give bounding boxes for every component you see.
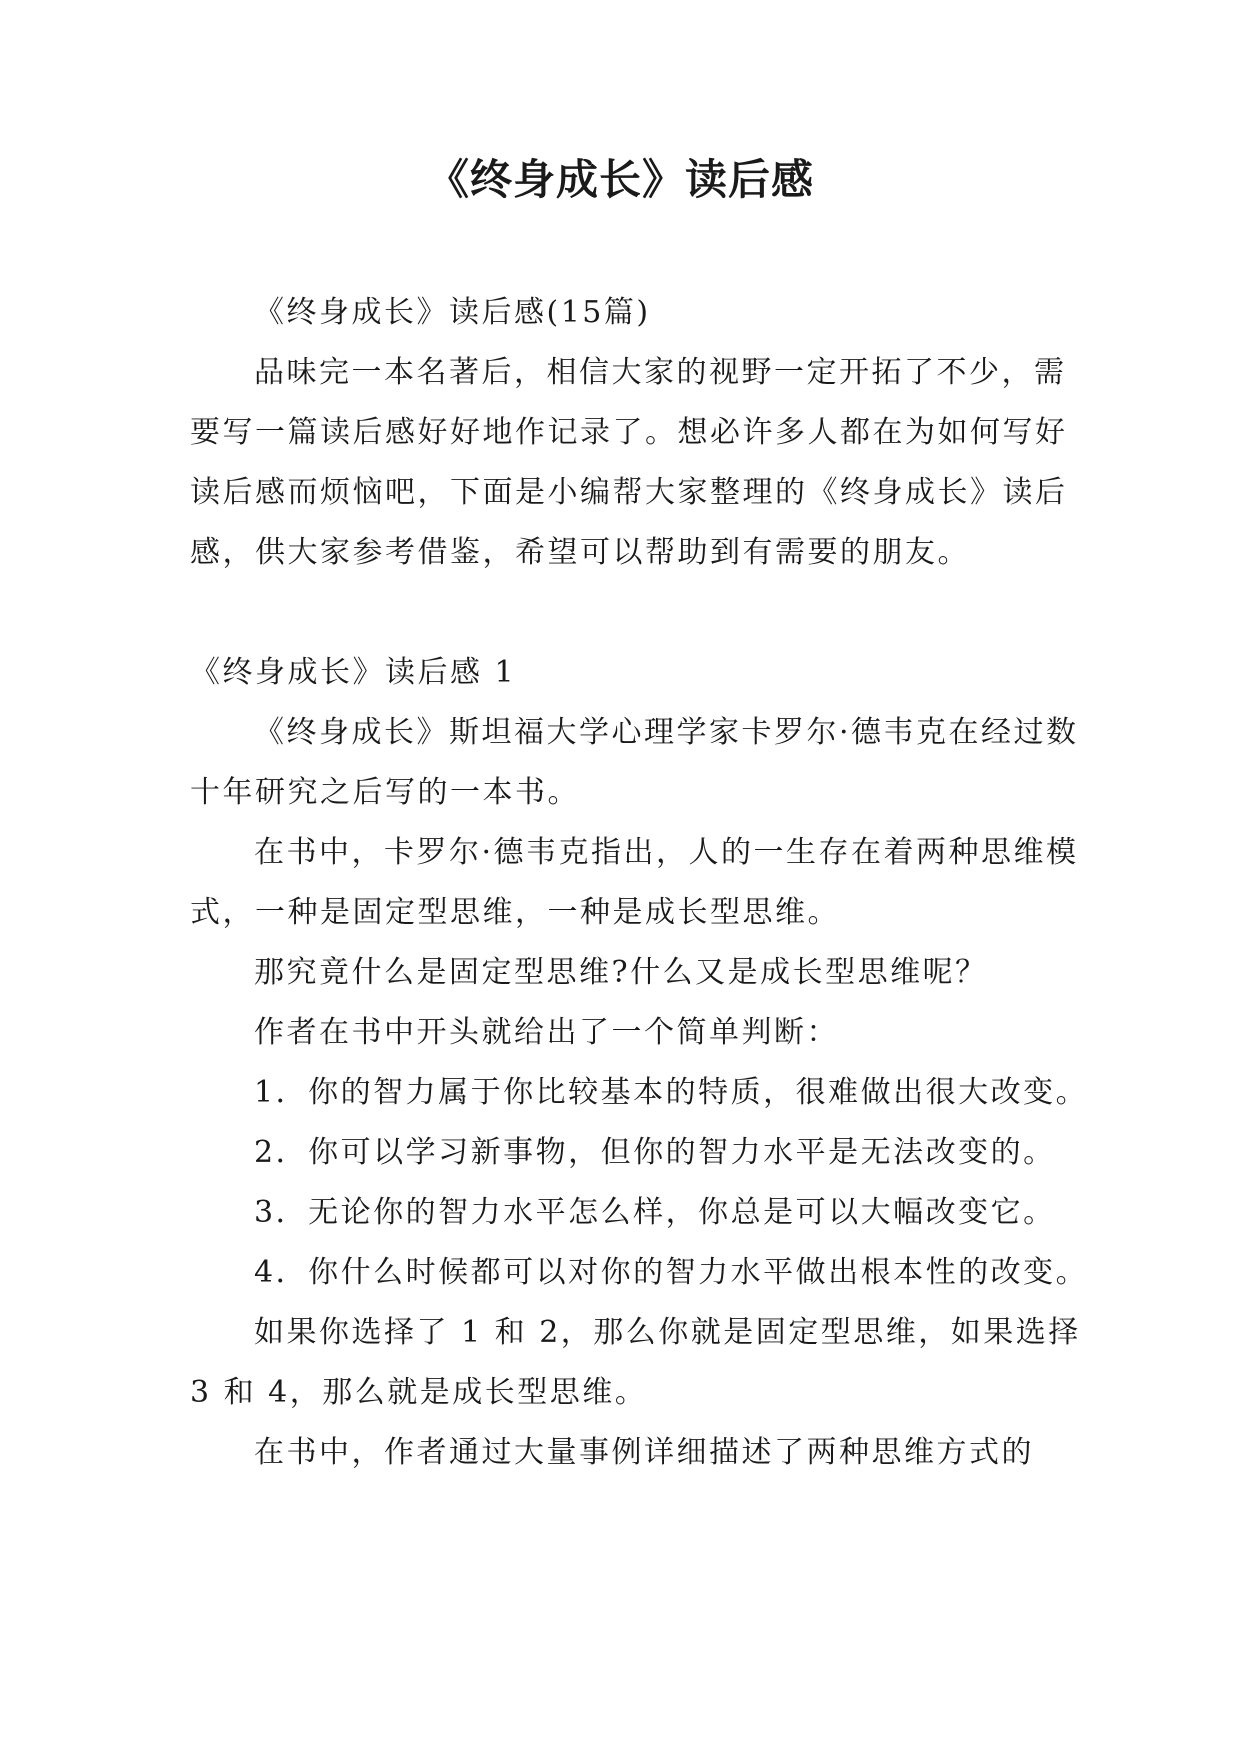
paragraph: 作者在书中开头就给出了一个简单判断： [254,1015,839,1050]
document-title: 《终身成长》读后感 [426,155,814,204]
list-item: 3．无论你的智力水平怎么样，你总是可以大幅改变它。 [254,1195,1056,1230]
section-heading: 《终身成长》读后感 1 [190,655,517,690]
paragraph: 在书中，作者通过大量事例详细描述了两种思维方式的 [254,1435,1034,1470]
paragraph: 那究竟什么是固定型思维?什么又是成长型思维呢？ [254,955,988,990]
paragraph: 在书中，卡罗尔·德韦克指出，人的一生存在着两种思维模式，一种是固定型思维，一种是成长型思维。 [190,835,1079,930]
document-body [190,283,1090,1483]
paragraph-subtitle: 《终身成长》读后感(15篇) [254,295,651,330]
paragraph: 如果你选择了 1 和 2，那么你就是固定型思维，如果选择 3 和 4，那么就是成长型思维。 [190,1315,1081,1410]
list-item: 1．你的智力属于你比较基本的特质，很难做出很大改变。 [254,1075,1089,1110]
list-item: 2．你可以学习新事物，但你的智力水平是无法改变的。 [254,1135,1056,1170]
paragraph: 《终身成长》斯坦福大学心理学家卡罗尔·德韦克在经过数十年研究之后写的一本书。 [190,715,1079,810]
list-item: 4．你什么时候都可以对你的智力水平做出根本性的改变。 [254,1255,1089,1290]
paragraph-intro: 品味完一本名著后，相信大家的视野一定开拓了不少，需要写一篇读后感好好地作记录了。想必许多人都在为如何写好读后感而烦恼吧，下面是小编帮大家整理的《终身成长》读后感，供大家参考借鉴，希望可以帮助到有需要的朋友。 [190,355,1068,570]
